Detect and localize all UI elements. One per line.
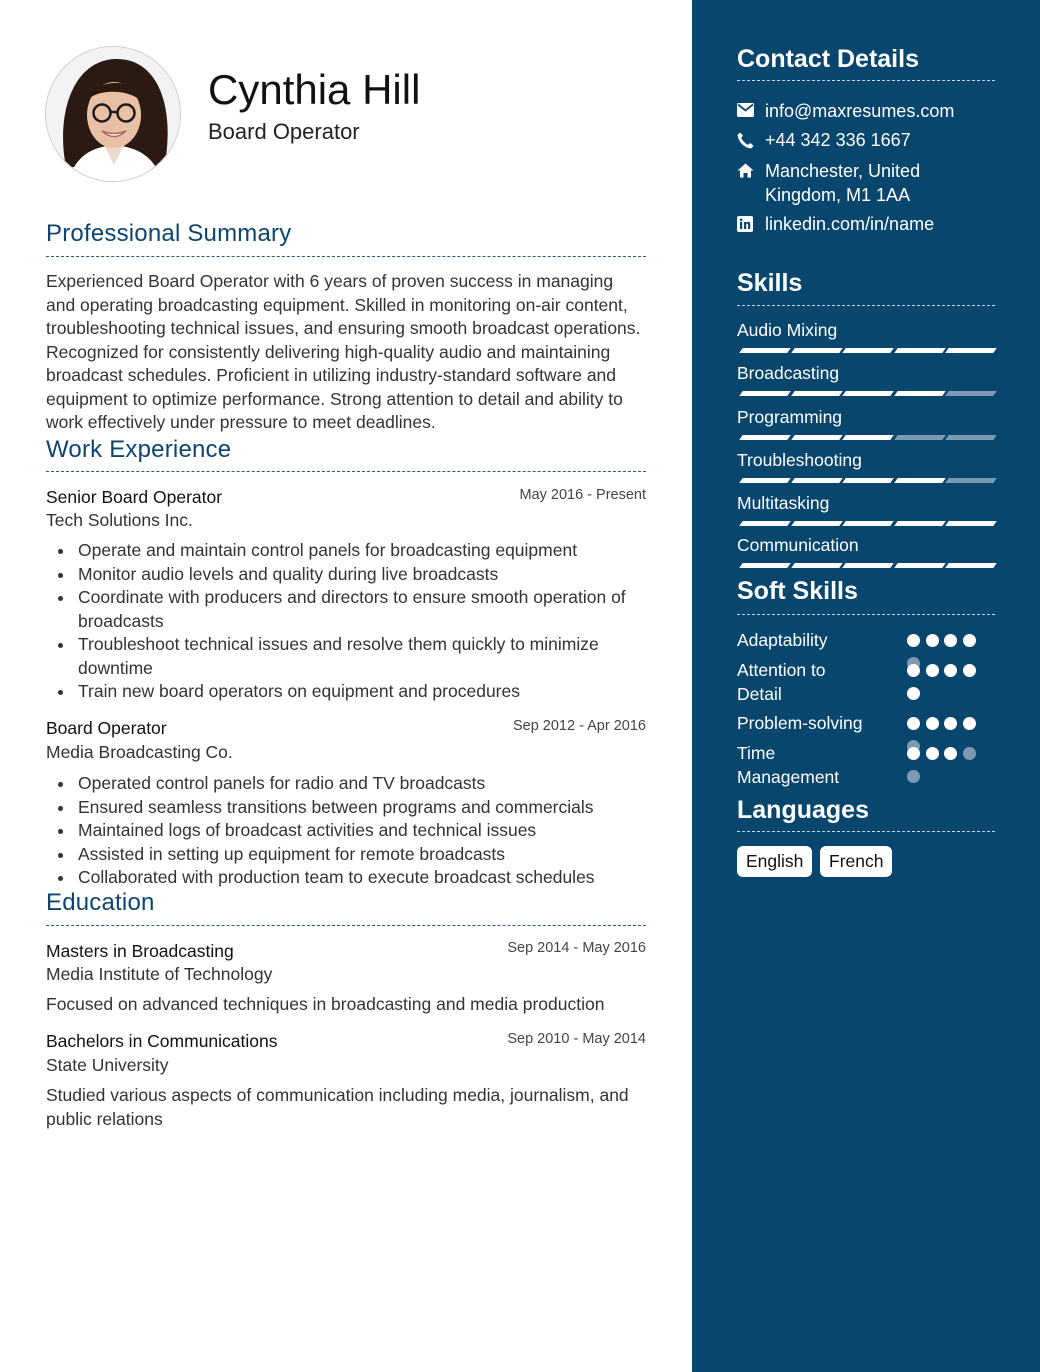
contact-linkedin-text: linkedin.com/in/name bbox=[765, 214, 935, 234]
section-title-summary: Professional Summary bbox=[46, 220, 292, 247]
skill-segment-filled bbox=[739, 348, 791, 353]
degree-title: Masters in Broadcasting bbox=[46, 941, 234, 961]
skill-segment-filled bbox=[739, 521, 791, 526]
sidebar bbox=[692, 0, 1040, 1372]
list-item: Monitor audio levels and quality during live broadcasts bbox=[78, 563, 648, 587]
soft-skill-name: Adaptability bbox=[737, 630, 828, 650]
rating-dot-filled bbox=[944, 664, 957, 677]
list-item: Operate and maintain control panels for broadcasting equipment bbox=[78, 539, 648, 563]
soft-skill-dots bbox=[907, 659, 987, 703]
section-title-education: Education bbox=[46, 889, 155, 916]
list-item: Operated control panels for radio and TV broadcasts bbox=[78, 772, 648, 796]
contact-address bbox=[737, 160, 997, 207]
skill-segment-empty bbox=[894, 435, 946, 440]
skill-level-bar bbox=[737, 563, 995, 569]
job-title: Board Operator bbox=[46, 718, 167, 738]
rating-dot-filled bbox=[907, 664, 920, 677]
summary-text: Experienced Board Operator with 6 years of proven success in managing and operating broadcasting equipment. Skilled in monitoring on-air content, troubleshooting technical issues, and ensuring smooth broadcast operations. Recognized for consistently delivering high-quality audio and maintaining broadcast schedules. Proficient in utilizing industry-standard software and equipment to optimize performance. Strong attention to detail and ability to work effectively under pressure to meet deadlines. bbox=[46, 271, 641, 432]
skill-name: Programming bbox=[737, 407, 843, 427]
skill-segment-filled bbox=[791, 435, 843, 440]
section-title-skills: Skills bbox=[737, 269, 803, 297]
skill-segment-filled bbox=[791, 563, 843, 568]
job-title: Senior Board Operator bbox=[46, 487, 223, 507]
rating-dot-empty bbox=[963, 747, 976, 760]
rating-dot-filled bbox=[963, 664, 976, 677]
section-title-contact: Contact Details bbox=[737, 45, 919, 73]
section-divider bbox=[737, 614, 995, 615]
phone-icon bbox=[737, 129, 765, 153]
skill-name: Broadcasting bbox=[737, 363, 840, 383]
section-divider bbox=[46, 256, 646, 257]
skill-segment-filled bbox=[791, 348, 843, 353]
language-tag: English bbox=[737, 846, 812, 877]
skill-segment-filled bbox=[842, 478, 894, 483]
degree-title: Bachelors in Communications bbox=[46, 1031, 278, 1051]
soft-skill-name: Attention to Detail bbox=[737, 660, 826, 704]
rating-dot-filled bbox=[926, 634, 939, 647]
skill-item bbox=[737, 320, 997, 341]
skill-segment-filled bbox=[894, 478, 946, 483]
skill-segment-filled bbox=[739, 478, 791, 483]
job-date: Sep 2012 - Apr 2016 bbox=[512, 718, 646, 734]
rating-dot-filled bbox=[944, 747, 957, 760]
soft-skill-item bbox=[737, 659, 997, 706]
list-item: Coordinate with producers and directors to ensure smooth operation of broadcasts bbox=[78, 586, 648, 633]
skill-name: Multitasking bbox=[737, 493, 830, 513]
skill-item bbox=[737, 407, 997, 428]
list-item: Train new board operators on equipment and procedures bbox=[78, 680, 648, 704]
degree-description: Focused on advanced techniques in broadcasting and media production bbox=[46, 994, 605, 1014]
skill-level-bar bbox=[737, 435, 995, 441]
job-date: May 2016 - Present bbox=[519, 487, 646, 503]
skill-item bbox=[737, 450, 997, 471]
list-item: Maintained logs of broadcast activities and technical issues bbox=[78, 819, 648, 843]
skill-segment-filled bbox=[842, 521, 894, 526]
skill-segment-filled bbox=[842, 563, 894, 568]
skill-segment-filled bbox=[945, 563, 997, 568]
soft-skill-item bbox=[737, 712, 997, 736]
rating-dot-filled bbox=[926, 747, 939, 760]
skill-segment-filled bbox=[842, 435, 894, 440]
skill-segment-empty bbox=[945, 478, 997, 483]
degree-date: Sep 2014 - May 2016 bbox=[507, 940, 646, 956]
skill-segment-filled bbox=[842, 391, 894, 396]
list-item: Collaborated with production team to execute broadcast schedules bbox=[78, 866, 648, 890]
contact-email[interactable] bbox=[737, 100, 997, 124]
rating-dot-filled bbox=[907, 687, 920, 700]
home-icon bbox=[737, 160, 765, 207]
rating-dot-filled bbox=[907, 717, 920, 730]
skill-item bbox=[737, 363, 997, 384]
section-divider bbox=[737, 80, 995, 81]
section-divider bbox=[46, 925, 646, 926]
section-divider bbox=[737, 831, 995, 832]
job-bullets bbox=[78, 539, 648, 704]
contact-address-text: Manchester, United Kingdom, M1 1AA bbox=[765, 161, 921, 205]
skill-segment-empty bbox=[945, 391, 997, 396]
list-item: Ensured seamless transitions between programs and commercials bbox=[78, 796, 648, 820]
skill-segment-filled bbox=[842, 348, 894, 353]
skill-level-bar bbox=[737, 521, 995, 527]
linkedin-icon bbox=[737, 213, 765, 237]
rating-dot-filled bbox=[926, 664, 939, 677]
rating-dot-filled bbox=[907, 634, 920, 647]
skill-segment-filled bbox=[739, 435, 791, 440]
skill-level-bar bbox=[737, 478, 995, 484]
skill-segment-filled bbox=[791, 391, 843, 396]
language-tag: French bbox=[820, 846, 892, 877]
soft-skill-name: Problem-solving bbox=[737, 713, 863, 733]
section-title-languages: Languages bbox=[737, 796, 869, 824]
job-company: Media Broadcasting Co. bbox=[46, 742, 233, 762]
skill-level-bar bbox=[737, 391, 995, 397]
candidate-role: Board Operator bbox=[208, 119, 360, 144]
soft-skill-item bbox=[737, 742, 997, 789]
rating-dot-filled bbox=[907, 747, 920, 760]
rating-dot-filled bbox=[944, 717, 957, 730]
envelope-icon bbox=[737, 100, 765, 124]
skill-segment-filled bbox=[791, 478, 843, 483]
job-company: Tech Solutions Inc. bbox=[46, 510, 193, 530]
profile-photo bbox=[46, 47, 181, 182]
contact-phone[interactable] bbox=[737, 129, 997, 153]
section-title-experience: Work Experience bbox=[46, 436, 232, 463]
skill-segment-filled bbox=[739, 391, 791, 396]
section-divider bbox=[46, 471, 646, 472]
candidate-name: Cynthia Hill bbox=[208, 66, 421, 113]
contact-linkedin[interactable] bbox=[737, 213, 997, 237]
degree-date: Sep 2010 - May 2014 bbox=[507, 1031, 646, 1047]
contact-phone-text: +44 342 336 1667 bbox=[765, 130, 911, 150]
skill-segment-filled bbox=[945, 521, 997, 526]
skill-item bbox=[737, 493, 997, 514]
skill-name: Communication bbox=[737, 535, 859, 555]
contact-email-text: info@maxresumes.com bbox=[765, 101, 955, 121]
soft-skill-dots bbox=[907, 742, 987, 786]
skill-segment-filled bbox=[894, 521, 946, 526]
skill-segment-filled bbox=[894, 391, 946, 396]
school-name: State University bbox=[46, 1055, 169, 1075]
skill-item bbox=[737, 535, 997, 556]
section-title-soft-skills: Soft Skills bbox=[737, 577, 858, 605]
job-bullets bbox=[78, 772, 648, 890]
soft-skill-name: Time Management bbox=[737, 743, 840, 787]
avatar bbox=[45, 46, 181, 182]
skill-segment-filled bbox=[894, 563, 946, 568]
skill-segment-filled bbox=[894, 348, 946, 353]
skill-name: Troubleshooting bbox=[737, 450, 862, 470]
school-name: Media Institute of Technology bbox=[46, 964, 273, 984]
skill-segment-filled bbox=[791, 521, 843, 526]
list-item: Assisted in setting up equipment for remote broadcasts bbox=[78, 843, 648, 867]
skill-segment-empty bbox=[945, 435, 997, 440]
skill-name: Audio Mixing bbox=[737, 320, 838, 340]
rating-dot-filled bbox=[963, 717, 976, 730]
degree-description: Studied various aspects of communication including media, journalism, and public relations bbox=[46, 1085, 629, 1129]
rating-dot-filled bbox=[963, 634, 976, 647]
skill-segment-filled bbox=[739, 563, 791, 568]
rating-dot-empty bbox=[907, 770, 920, 783]
section-divider bbox=[737, 305, 995, 306]
soft-skill-item bbox=[737, 629, 997, 653]
skill-segment-filled bbox=[945, 348, 997, 353]
skill-level-bar bbox=[737, 348, 995, 354]
list-item: Troubleshoot technical issues and resolve them quickly to minimize downtime bbox=[78, 633, 648, 680]
rating-dot-filled bbox=[944, 634, 957, 647]
rating-dot-filled bbox=[926, 717, 939, 730]
